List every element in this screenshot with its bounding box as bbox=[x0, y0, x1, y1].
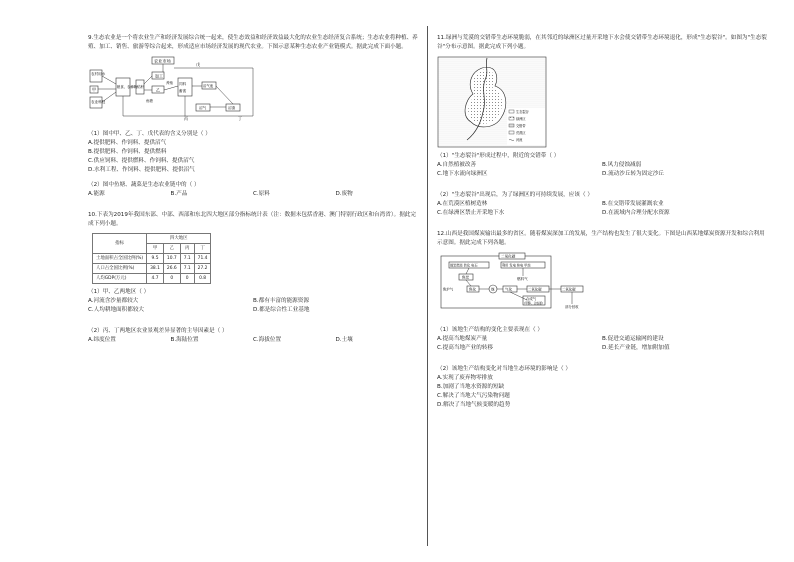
table-cell: 9.5 bbox=[147, 254, 164, 264]
q12-1-options bbox=[437, 335, 767, 353]
table-cell: 7.1 bbox=[180, 264, 194, 274]
q11-1-option-b[interactable]: B.风力侵蚀减弱 bbox=[602, 162, 642, 168]
q10-2-option-b[interactable]: B.海陆位置 bbox=[170, 337, 199, 343]
diag-co2-top: 二氧化碳 bbox=[501, 254, 516, 259]
diag-fishpond: 鱼塘 bbox=[146, 99, 153, 103]
diag-jia: 甲 bbox=[92, 87, 96, 92]
q9-2-stem: （2）图中鱼塘、蔬菜是生态农业链中的（ ） bbox=[88, 182, 200, 188]
coal-utilization-diagram bbox=[437, 252, 597, 322]
diag-syngas-sub: (甲醇、合成氨) bbox=[524, 301, 543, 305]
table-cell: 10.7 bbox=[163, 254, 180, 264]
diag-feed: 饲料 bbox=[179, 82, 187, 86]
legend-ecotone: 交错带 bbox=[516, 124, 526, 128]
diag-part: 部分回收 bbox=[565, 305, 579, 309]
q9-1-stem: （1）图中甲、乙、丁、戊代表的含义分别是（ ） bbox=[88, 131, 211, 137]
table-cell: 71.4 bbox=[194, 254, 211, 264]
diag-market: 农业市场 bbox=[154, 58, 171, 64]
table-cell: 4.7 bbox=[147, 274, 164, 284]
table-cell: 0.8 bbox=[194, 274, 211, 284]
diag-tech: 农业科技 bbox=[91, 100, 106, 104]
left-column bbox=[88, 34, 418, 345]
q12-2-option-b[interactable]: B.加剧了当地水资源的短缺 bbox=[437, 384, 505, 390]
diag-rural-water: 农村用水 bbox=[91, 72, 106, 76]
diag-yang: 养殖 bbox=[166, 81, 173, 85]
q12-1-option-c[interactable]: C.提高当地产业的转移 bbox=[437, 345, 494, 351]
q10-1-option-c[interactable]: C.人均耕地面积都较大 bbox=[88, 307, 145, 313]
q9-1-option-b[interactable]: B.提供肥料、作饲料、提供燃料 bbox=[88, 149, 167, 155]
q12-1-stem: （1）该地生产结构的变化主要表现在（ ） bbox=[437, 327, 544, 333]
q10-1-option-d[interactable]: D.都是综合性工业基地 bbox=[253, 307, 310, 313]
table-cell: 38.1 bbox=[147, 264, 164, 274]
question-11 bbox=[437, 34, 767, 218]
diag-coking: 焦化 bbox=[469, 287, 477, 292]
diag-fuel-gas: 燃料气 bbox=[517, 277, 528, 281]
diag-bing: 丙 bbox=[184, 116, 188, 121]
diag-coke: 焦炭 bbox=[462, 275, 470, 280]
table-cell: 0 bbox=[180, 274, 194, 284]
diag-digester: 沼气池 bbox=[203, 84, 214, 88]
table-col-ding: 丁 bbox=[194, 244, 211, 254]
q12-intro: 12.山西是我国煤炭输出最多的省区。随着煤炭深加工的发展，生产结构也发生了很大变化。下图是山西某地煤炭资源开发和综合利用示意图。据此完成下列各题。 bbox=[437, 231, 765, 246]
q10-1-option-a[interactable]: A.河流含沙量都较大 bbox=[88, 298, 139, 304]
q9-2-option-b[interactable]: B.产品 bbox=[170, 191, 188, 197]
q11-2-options bbox=[437, 200, 767, 218]
q11-1-options bbox=[437, 161, 767, 179]
table-col-jia: 甲 bbox=[147, 244, 164, 254]
table-cell: 27.2 bbox=[194, 264, 211, 274]
q9-2-option-a[interactable]: A.能源 bbox=[88, 191, 105, 197]
diag-livestock: 畜禽 bbox=[179, 89, 187, 93]
legend-rift: 生态裂谷 bbox=[516, 110, 529, 114]
q11-2-stem: （2）"生态裂谷"出现后，为了绿洲区的可持续发展，应该（ ） bbox=[437, 192, 593, 198]
q9-2-option-c[interactable]: C.原料 bbox=[253, 191, 270, 197]
table-col-bing: 丙 bbox=[180, 244, 194, 254]
q11-intro: 11.绿洲与荒漠的交错带生态环境脆弱，在其邻近的绿洲区过量开采地下水会使交错带生态环境退化，形成"生态裂谷"。如图为"生态裂谷"分布示意图。据此完成下列小题。 bbox=[437, 35, 767, 50]
diag-process: 加工 bbox=[155, 73, 163, 79]
diag-residue: 沼渣 bbox=[228, 106, 236, 110]
q12-2-option-d[interactable]: D.解决了当地气候变暖的趋势 bbox=[437, 402, 511, 408]
diag-grain: 粮食、农作物 bbox=[117, 85, 138, 89]
q10-1-option-b[interactable]: B.都有丰富的能源资源 bbox=[253, 298, 309, 304]
column-divider bbox=[427, 26, 428, 546]
q10-2-option-c[interactable]: C.海拔位置 bbox=[253, 337, 282, 343]
table-cell: 人均GDP(万元) bbox=[93, 274, 147, 284]
table-cell: 人口占全国比例(%) bbox=[93, 264, 147, 274]
table-cell: 26.6 bbox=[163, 264, 180, 274]
q12-1-option-d[interactable]: D.延长产业链，增加附加值 bbox=[602, 345, 670, 351]
q12-2-option-a[interactable]: A.实现了废弃物零排放 bbox=[437, 375, 493, 381]
table-col-yi: 乙 bbox=[163, 244, 180, 254]
diag-right-label: 利用 发电 热电 甲烷 bbox=[502, 263, 531, 268]
q10-table bbox=[92, 233, 211, 284]
q9-2-option-d[interactable]: D.废物 bbox=[335, 191, 353, 197]
question-10 bbox=[88, 211, 418, 345]
q10-intro: 10.下表为2019年我国东部、中部、西部和东北四大地区部分指标统计表（注：数据未包括香港、澳门特别行政区和台湾省）。据此完成下列小题。 bbox=[88, 212, 416, 227]
q9-1-option-d[interactable]: D.水利工程、作饲料、提供肥料、提供沼气 bbox=[88, 167, 195, 173]
diag-gasify: 气化 bbox=[505, 287, 513, 292]
map-legend bbox=[507, 108, 545, 145]
q10-2-option-d[interactable]: D.土壤 bbox=[335, 337, 353, 343]
table-row bbox=[93, 254, 211, 264]
legend-desert: 荒漠区 bbox=[516, 131, 526, 135]
diag-furnace-gas: 焦炉气 bbox=[443, 287, 454, 292]
q9-1-option-a[interactable]: A.提供肥料、作饲料、提供沼气 bbox=[88, 140, 167, 146]
diag-yi: 乙 bbox=[156, 87, 160, 93]
table-header-indicator: 指标 bbox=[93, 234, 147, 254]
right-column bbox=[437, 34, 767, 410]
q12-2-option-c[interactable]: C.解决了当地大气污染物问题 bbox=[437, 393, 510, 399]
ecological-rift-map bbox=[437, 56, 547, 148]
q11-map bbox=[437, 56, 547, 148]
q11-2-option-d[interactable]: D.在流域内合理分配水资源 bbox=[602, 210, 670, 216]
q11-2-option-b[interactable]: B.在交错带发展灌溉农业 bbox=[602, 201, 664, 207]
q11-2-option-c[interactable]: C.在绿洲区禁止开采地下水 bbox=[437, 210, 505, 216]
table-row bbox=[93, 274, 211, 284]
q12-1-option-a[interactable]: A.提高当地煤炭产量 bbox=[437, 336, 488, 342]
q9-diagram bbox=[88, 56, 268, 126]
q11-2-option-a[interactable]: A.在荒漠区植树造林 bbox=[437, 201, 488, 207]
diag-co2-out: 二氧化碳 bbox=[562, 287, 576, 292]
q11-1-option-d[interactable]: D.流动沙丘转为固定沙丘 bbox=[602, 171, 665, 177]
diag-wu: 戊 bbox=[196, 62, 200, 67]
diag-coal: 煤 bbox=[491, 287, 495, 292]
q10-2-option-a[interactable]: A.纬度位置 bbox=[88, 337, 116, 343]
diag-left-label: 煤炭燃烧 转化 电石 bbox=[450, 263, 478, 268]
q10-1-options bbox=[88, 297, 418, 315]
table-cell: 土地面积占全国比例(%) bbox=[93, 254, 147, 264]
q10-2-options bbox=[88, 336, 418, 345]
q11-1-stem: （1）"生态裂谷"形成过程中，附近的交错带（ ） bbox=[437, 153, 560, 159]
q10-1-stem: （1）甲、乙两地区（ ） bbox=[88, 289, 150, 295]
q9-1-option-c[interactable]: C.供应饲料、提供燃料、作饲料、提供沼气 bbox=[88, 158, 195, 164]
q11-1-option-c[interactable]: C.地下水流向绿洲区 bbox=[437, 171, 488, 177]
eco-agriculture-chain-diagram bbox=[88, 56, 268, 126]
q12-1-option-b[interactable]: B.促进交通运输网的建设 bbox=[602, 336, 664, 342]
q11-1-option-a[interactable]: A.自然植被改善 bbox=[437, 162, 477, 168]
q12-2-stem: （2）该地生产结构变化对当地生态环境的影响是（ ） bbox=[437, 366, 571, 372]
diag-ding: 丁 bbox=[238, 116, 242, 121]
diag-co2-right: 二氧化碳 bbox=[528, 287, 542, 292]
diag-biogas: 沼气 bbox=[199, 106, 207, 110]
diag-syngas: 合成气 bbox=[526, 297, 537, 301]
q9-intro: 9.生态农业是一个将农业生产和经济发展综合统一起来，使生态效益和经济效益最大化的农业生态经济复合系统；生态农业将种植、养殖、加工、销售、旅游等综合起来，形成适应市场经济发展的现代农业。下图示意某种生态农业产业链模式。据此完成下面小题。 bbox=[88, 35, 418, 50]
diag-zhi: 秸秆 bbox=[137, 85, 145, 89]
legend-river: 河流 bbox=[516, 138, 523, 142]
table-row bbox=[93, 264, 211, 274]
question-9 bbox=[88, 34, 418, 199]
q12-diagram bbox=[437, 252, 597, 322]
table-header-group: 四大地区 bbox=[147, 234, 211, 244]
legend-oasis: 绿洲区 bbox=[516, 117, 526, 121]
q9-2-options bbox=[88, 190, 418, 199]
question-12 bbox=[437, 230, 767, 410]
table-cell: 0 bbox=[163, 274, 180, 284]
q10-2-stem: （2）丙、丁两地区农业景观差异显著的主导因素是（ ） bbox=[88, 328, 228, 334]
table-cell: 7.1 bbox=[180, 254, 194, 264]
